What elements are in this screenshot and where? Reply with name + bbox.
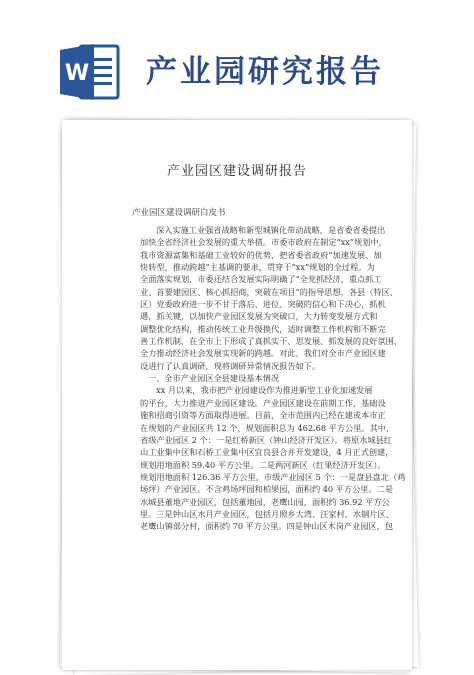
body-line: 里。三是钟山区水月产业园区，包括月照乡大湾、汪家村、水钢片区、: [140, 508, 394, 519]
body-line: 规划用地面积 59.40 平方公里。二是两河新区（红果经济开发区）。: [140, 459, 386, 470]
document-subtitle: 产业园区建设调研白皮书: [132, 208, 226, 218]
body-line: 场坪）产业园区。不含鸡场坪园和柏果园，面积约 40 平方公里。二是: [140, 484, 394, 495]
body-line: 业、首要建园区、核心抓招商，突破在项目”的指导思想，各县（特区、: [140, 286, 398, 297]
body-line: 省级产业园区 2 个：一是红桥新区（钟山经济开发区）。将原水城县红: [140, 434, 392, 445]
body-line: 规划用地面积 126.36 平方公里。市级产业园区 5 个：一是盘县盘北（鸡: [140, 471, 406, 482]
body-line: 施和招商引资等方面取得进展。目前，全市范围内已经在建或本市正: [140, 410, 386, 421]
body-line: xx 月以来，我市把产业园建设作为推进新型工业化加速发展: [156, 385, 373, 396]
body-line: 调整优化结构，推动传统工业升级换代，适时调整工作机构和不断完: [140, 323, 386, 334]
body-line: 善工作机制，在全市上下形成了真抓实干、思发展、抓发展的良好氛围，: [140, 336, 403, 347]
body-line: 山工业集中区和石桥工业集中区宜良县合并开发建设，4 月正式创建，: [140, 447, 394, 458]
body-line: 的平台，大力推进产业园区建设。产业园区建设在前期工作，基础设: [140, 397, 386, 408]
document-body: [140, 224, 410, 533]
section-heading: 一、全市产业园区全县建设基本情况: [148, 373, 280, 384]
body-line: 加快全省经济社会发展的重大举措。市委市政府在制定“xx”规划中，: [140, 237, 387, 248]
banner-header: [0, 0, 474, 120]
body-line: 设进行了认真调研，现将调研异常情况报告如下。: [140, 360, 321, 371]
body-line: 水城县董地产业园区，包括董地园，老鹰山园，面积约 36.92 平方公: [140, 496, 390, 507]
paper-sheet-front: [62, 120, 412, 670]
body-line: 快转型，推动跨越”主基调的要求，贯穿于“xx”规划的全过程。为: [140, 262, 375, 273]
body-line: 全力推动经济社会发展实现新的跨越。对此，我们对全市产业园区建: [140, 348, 386, 359]
body-line: 深入实施工业强省战略和新型城镇化带动战略，是省委省委提出: [156, 225, 386, 235]
word-icon-letter: W: [64, 61, 90, 86]
document-preview: [58, 118, 420, 668]
word-icon: [58, 40, 122, 104]
body-line: 在规划的产业园区共 12 个，规划面积总为 462.68 平方公里。其中，: [140, 422, 395, 433]
document-title: 产业园区建设调研报告: [166, 164, 307, 179]
banner-title: 产业园研究报告: [146, 54, 384, 90]
body-line: 全面落实规划，市委还结合发展实际明确了“全党抓经济，重点抓工: [140, 274, 382, 285]
body-line: 我市资源富集和基础工业较好的优势，把省委省政府“加速发展、加: [140, 249, 382, 260]
body-line: 老鹰山镇部分村，面积约 70 平方公里。四是钟山区木岗产业园区，包: [140, 521, 394, 532]
body-line: 遇，抓关键，以加快产业园区发展为突破口，大力转变发展方式和: [140, 311, 378, 322]
body-line: 区）党委政府进一步不甘于落后、进位、突破的信心和下决心，抓机: [140, 299, 386, 310]
